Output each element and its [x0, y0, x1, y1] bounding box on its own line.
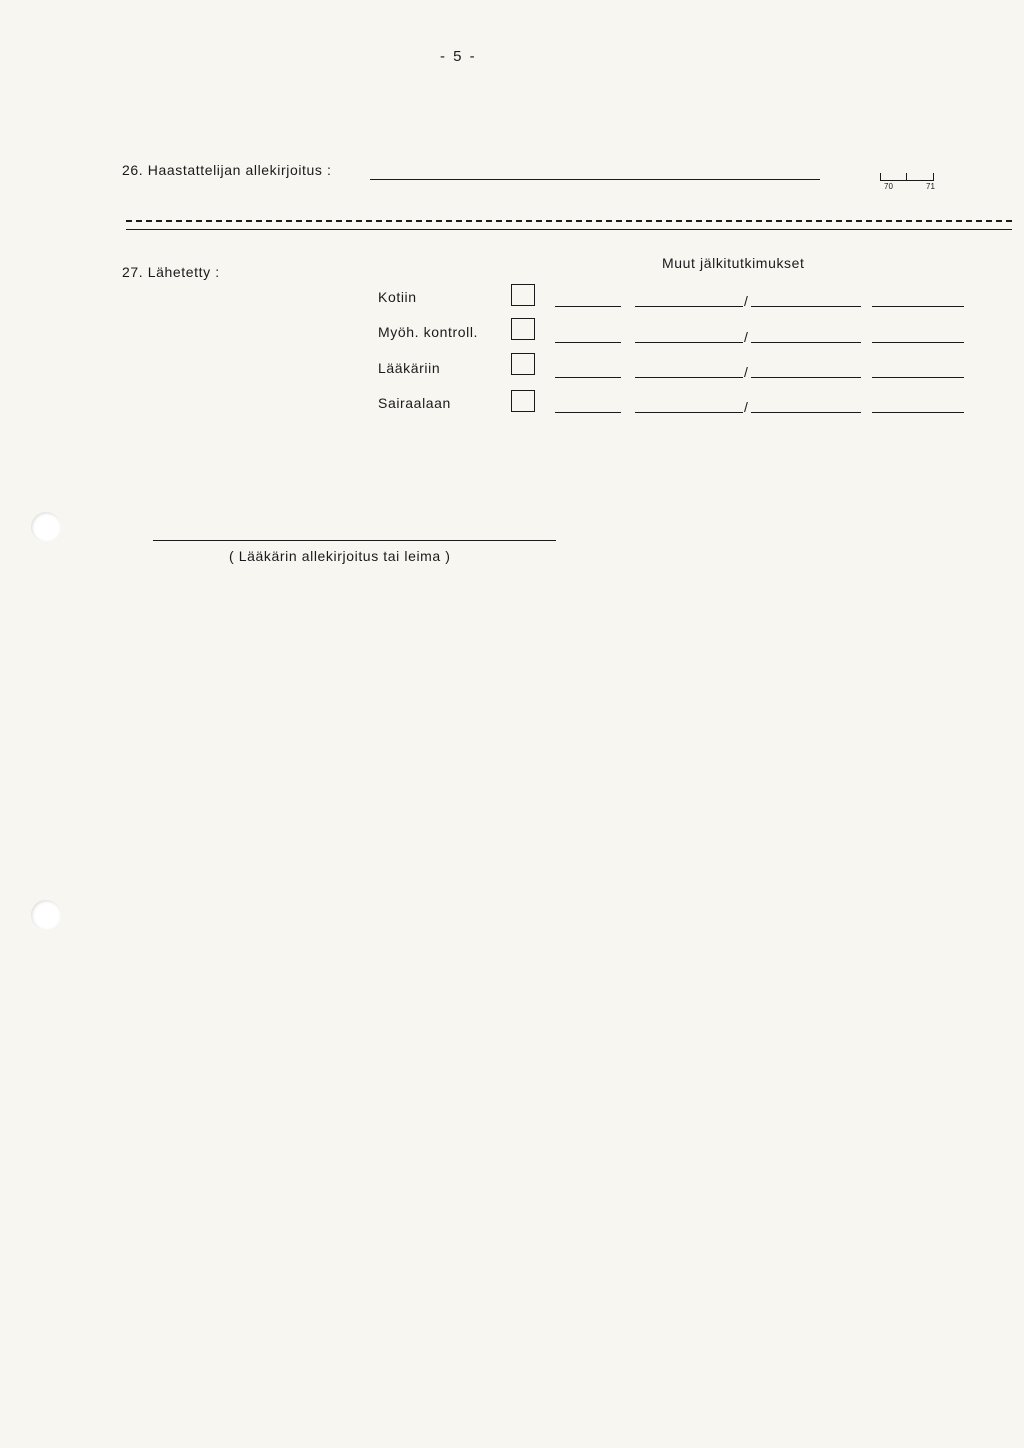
code-field-scale	[880, 169, 934, 181]
followup-blank[interactable]	[635, 377, 743, 378]
followup-blank[interactable]	[635, 412, 743, 413]
followup-blank[interactable]	[555, 342, 621, 343]
punch-hole	[31, 900, 61, 930]
checkbox-later-control[interactable]	[511, 318, 535, 340]
followup-slash: /	[744, 293, 748, 309]
option-label-doctor: Lääkäriin	[378, 360, 441, 376]
doctor-signature-caption: ( Lääkärin allekirjoitus tai leima )	[229, 548, 451, 564]
followup-blank[interactable]	[872, 377, 964, 378]
dashed-separator	[126, 220, 1012, 222]
option-label-hospital: Sairaalaan	[378, 395, 451, 411]
punch-hole	[31, 512, 61, 542]
doctor-signature-line[interactable]	[153, 540, 556, 541]
followup-blank[interactable]	[872, 306, 964, 307]
code-label-left: 70	[884, 182, 893, 191]
solid-separator	[126, 229, 1012, 230]
option-label-home: Kotiin	[378, 289, 417, 305]
followup-blank[interactable]	[555, 306, 621, 307]
option-label-later-control: Myöh. kontroll.	[378, 324, 479, 340]
followup-blank[interactable]	[555, 412, 621, 413]
checkbox-doctor[interactable]	[511, 353, 535, 375]
followup-blank[interactable]	[751, 377, 861, 378]
page-number: - 5 -	[440, 48, 477, 65]
checkbox-home[interactable]	[511, 284, 535, 306]
code-label-right: 71	[926, 182, 935, 191]
followup-slash: /	[744, 399, 748, 415]
interviewer-signature-label: 26. Haastattelijan allekirjoitus :	[122, 162, 332, 178]
followup-slash: /	[744, 364, 748, 380]
followup-blank[interactable]	[751, 342, 861, 343]
followup-blank[interactable]	[872, 412, 964, 413]
followup-blank[interactable]	[635, 306, 743, 307]
followup-blank[interactable]	[751, 412, 861, 413]
followup-blank[interactable]	[555, 377, 621, 378]
followup-blank[interactable]	[872, 342, 964, 343]
other-followups-header: Muut jälkitutkimukset	[662, 255, 805, 271]
followup-blank[interactable]	[635, 342, 743, 343]
checkbox-hospital[interactable]	[511, 390, 535, 412]
followup-blank[interactable]	[751, 306, 861, 307]
interviewer-signature-line[interactable]	[370, 179, 820, 180]
followup-slash: /	[744, 329, 748, 345]
referred-label: 27. Lähetetty :	[122, 264, 220, 280]
